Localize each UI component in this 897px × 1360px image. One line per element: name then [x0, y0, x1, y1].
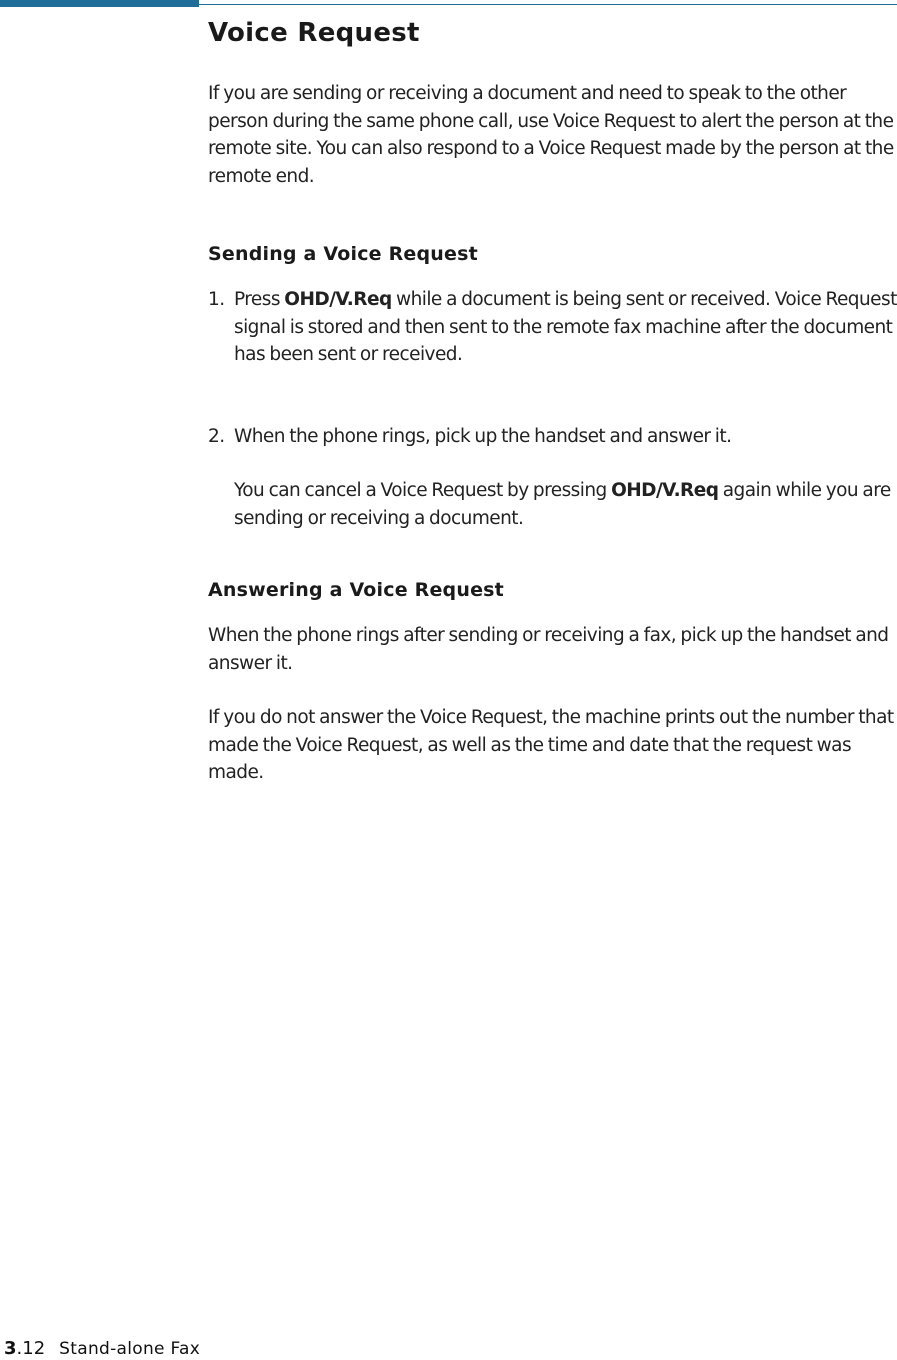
cancel-note: [208, 477, 897, 532]
answering-paragraph-2: If you do not answer the Voice Request, the machine prints out the number that made the Voice Request, as well as the time and date that the request was made.: [208, 707, 894, 783]
footer-page-number: .12: [16, 1338, 46, 1359]
header-accent-bar: [0, 0, 199, 7]
answering-paragraph-1: When the phone rings after sending or receiving a fax, pick up the handset and answer it.: [208, 625, 889, 674]
sending-heading: Sending a Voice Request: [208, 243, 478, 265]
intro-paragraph: If you are sending or receiving a document and need to speak to the other person during the same phone call, use Voice Request to alert the person at the remote site. You can also respond to a Voice Request made by the person at the remote end.: [208, 83, 894, 187]
footer-section-title: Stand-alone Fax: [59, 1339, 201, 1359]
note-text-pre: You can cancel a Voice Request by pressing: [234, 480, 612, 501]
footer-chapter-number: 3: [4, 1338, 17, 1359]
step-text: [234, 286, 897, 369]
step-number: 1.: [208, 289, 225, 310]
step-number: 2.: [208, 425, 225, 447]
step-text: When the phone rings, pick up the handset and answer it.: [234, 425, 732, 447]
sending-step-2: [208, 423, 897, 451]
note-text-post: again while you are sending or receiving a document.: [234, 480, 891, 529]
page-content: [208, 16, 897, 787]
ohd-vreq-key-label: OHD/V.Req: [611, 480, 719, 501]
header-rule: [199, 4, 897, 5]
step-text-post: while a document is being sent or received. Voice Request signal is stored and then sent to the remote fax machine after the document has been sent or received.: [234, 289, 897, 365]
step-text-pre: Press: [234, 289, 285, 310]
sending-step-1: [208, 286, 897, 369]
ohd-vreq-key-label: OHD/V.Req: [284, 289, 392, 310]
page-footer: [4, 1338, 200, 1360]
page-title: Voice Request: [208, 18, 420, 48]
answering-heading: Answering a Voice Request: [208, 579, 504, 601]
